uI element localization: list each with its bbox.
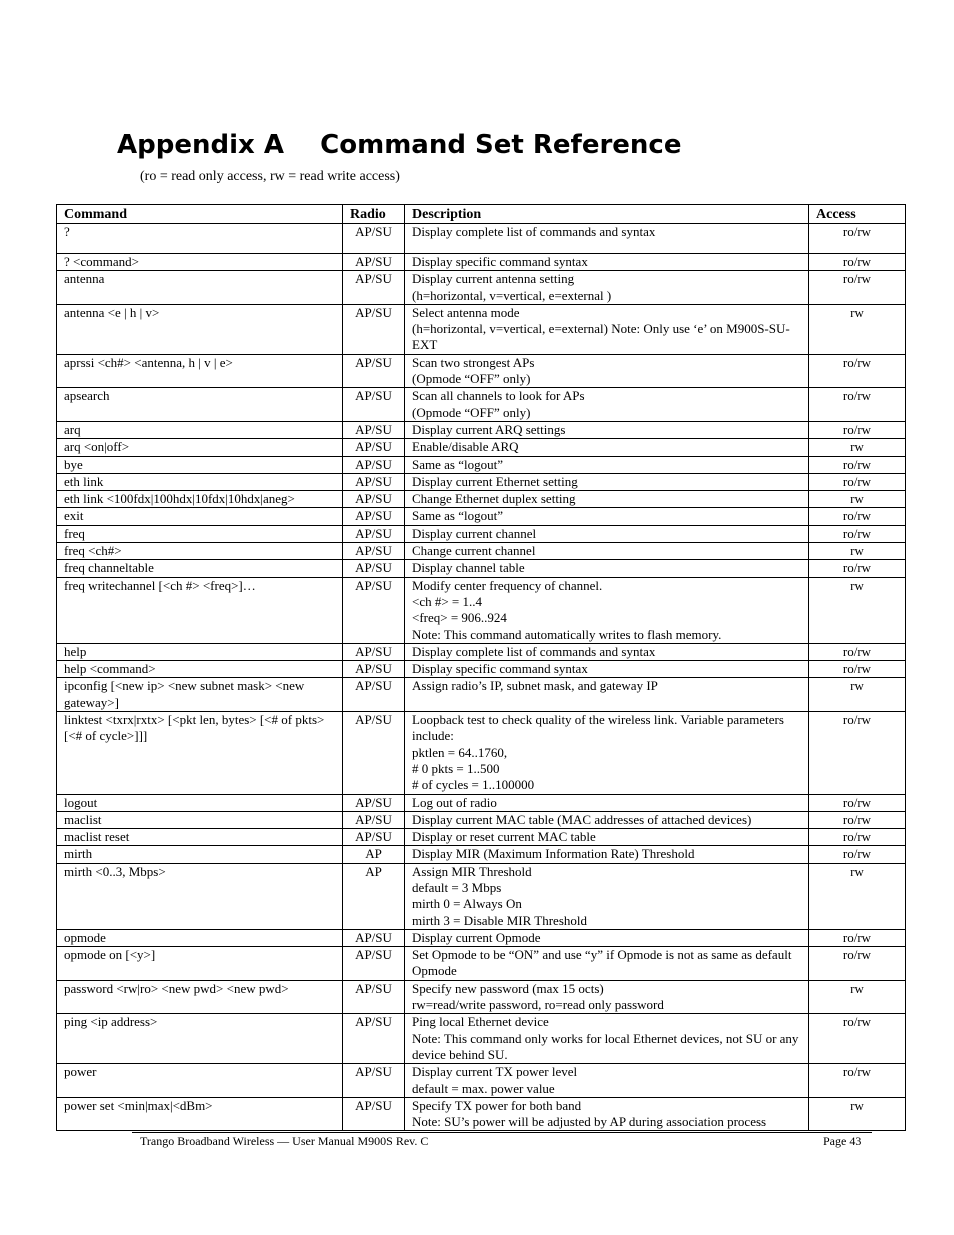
cell-radio-text: AP/SU <box>355 473 392 489</box>
cell-access-text: ro/rw <box>842 1014 872 1030</box>
cell-description-text: Assign radio’s IP, subnet mask, and gateway IP <box>412 678 658 694</box>
cell-access <box>809 271 906 305</box>
cell-radio <box>343 661 405 678</box>
cell-access <box>809 543 906 560</box>
cell-radio-text: AP/SU <box>355 439 392 455</box>
table-row <box>57 388 906 422</box>
cell-command-text: linktest <txrx|rxtx> [<pkt len, bytes> [<# of pkts> [<# of cycle>]]] <box>64 712 325 744</box>
cell-radio-text: AP/SU <box>355 543 392 559</box>
cell-description <box>405 254 809 271</box>
footer-rule <box>132 1132 872 1133</box>
table-row <box>57 577 906 643</box>
cell-radio <box>343 1064 405 1098</box>
cell-description <box>405 811 809 828</box>
cell-access <box>809 304 906 354</box>
cell-command-text: password <rw|ro> <new pwd> <new pwd> <box>64 980 289 996</box>
cell-radio-text: AP/SU <box>355 829 392 845</box>
cell-access-text: ro/rw <box>842 712 872 728</box>
table-row <box>57 1014 906 1064</box>
cell-command <box>57 439 343 456</box>
cell-command-text: ping <ip address> <box>64 1014 158 1030</box>
cell-command <box>57 304 343 354</box>
header-description: Description <box>405 205 809 224</box>
cell-radio <box>343 947 405 981</box>
cell-access-text: rw <box>850 491 864 507</box>
table-body <box>57 224 906 1131</box>
cell-radio <box>343 929 405 946</box>
cell-radio-text: AP/SU <box>355 947 392 963</box>
cell-radio <box>343 811 405 828</box>
cell-command-text: opmode <box>64 929 106 945</box>
cell-radio-text: AP/SU <box>355 1014 392 1030</box>
cell-access-text: rw <box>850 577 864 593</box>
cell-radio <box>343 421 405 438</box>
cell-command <box>57 1014 343 1064</box>
cell-command-text: power set <min|max|<dBm> <box>64 1097 213 1113</box>
cell-radio <box>343 254 405 271</box>
cell-description <box>405 929 809 946</box>
cell-radio-text: AP/SU <box>355 712 392 728</box>
table-row <box>57 811 906 828</box>
cell-command-text: help <command> <box>64 661 156 677</box>
cell-command <box>57 678 343 712</box>
cell-radio-text: AP <box>365 846 382 862</box>
cell-description <box>405 439 809 456</box>
cell-description <box>405 543 809 560</box>
cell-access <box>809 947 906 981</box>
cell-description-text: Scan all channels to look for APs (Opmode “OFF” only) <box>412 388 585 420</box>
cell-description-text: Change current channel <box>412 543 536 559</box>
cell-radio-text: AP/SU <box>355 643 392 659</box>
cell-command-text: logout <box>64 794 98 810</box>
cell-command <box>57 1097 343 1131</box>
cell-radio-text: AP/SU <box>355 491 392 507</box>
cell-description <box>405 712 809 794</box>
cell-command-text: mirth <0..3, Mbps> <box>64 863 166 879</box>
cell-radio-text: AP/SU <box>355 678 392 694</box>
cell-command <box>57 929 343 946</box>
table-row <box>57 491 906 508</box>
cell-radio <box>343 388 405 422</box>
cell-access <box>809 354 906 388</box>
cell-radio <box>343 794 405 811</box>
cell-access-text: rw <box>850 543 864 559</box>
cell-radio-text: AP/SU <box>355 456 392 472</box>
cell-command <box>57 224 343 254</box>
cell-access <box>809 829 906 846</box>
cell-radio <box>343 304 405 354</box>
cell-command <box>57 388 343 422</box>
cell-description <box>405 304 809 354</box>
cell-radio-text: AP/SU <box>355 525 392 541</box>
cell-description-text: Loopback test to check quality of the wireless link. Variable parameters include: pktlen = 64..1760, # 0 pkts = 1..500 # of cycles = 1..100000 <box>412 712 784 793</box>
cell-command <box>57 254 343 271</box>
cell-radio-text: AP/SU <box>355 354 392 370</box>
cell-command <box>57 947 343 981</box>
cell-access-text: ro/rw <box>842 508 872 524</box>
cell-description <box>405 388 809 422</box>
cell-access-text: ro/rw <box>842 254 872 269</box>
cell-radio-text: AP/SU <box>355 508 392 524</box>
cell-command-text: power <box>64 1064 97 1080</box>
cell-description-text: Assign MIR Threshold default = 3 Mbps mirth 0 = Always On mirth 3 = Disable MIR Threshold <box>412 863 587 928</box>
cell-description <box>405 354 809 388</box>
table-row <box>57 421 906 438</box>
cell-access-text: rw <box>850 863 864 879</box>
cell-command <box>57 577 343 643</box>
cell-access-text: ro/rw <box>842 525 872 541</box>
table-row <box>57 354 906 388</box>
cell-access <box>809 712 906 794</box>
cell-description-text: Display or reset current MAC table <box>412 829 596 845</box>
cell-radio <box>343 829 405 846</box>
cell-access <box>809 577 906 643</box>
cell-command <box>57 712 343 794</box>
cell-radio <box>343 846 405 863</box>
cell-access <box>809 456 906 473</box>
table-row <box>57 560 906 577</box>
cell-description-text: Display current channel <box>412 525 537 541</box>
cell-command-text: eth link <box>64 473 104 489</box>
header-access: Access <box>809 205 906 224</box>
cell-radio-text: AP/SU <box>355 1064 392 1080</box>
footer-title: Trango Broadband Wireless — User Manual M900S Rev. C <box>140 1134 429 1148</box>
cell-radio <box>343 456 405 473</box>
cell-radio <box>343 643 405 660</box>
cell-access <box>809 491 906 508</box>
cell-description <box>405 794 809 811</box>
table-row <box>57 980 906 1014</box>
table-row <box>57 846 906 863</box>
cell-access-text: rw <box>850 678 864 694</box>
cell-access-text: ro/rw <box>842 224 872 239</box>
cell-command-text: eth link <100fdx|100hdx|10fdx|10hdx|aneg> <box>64 491 295 507</box>
cell-access <box>809 678 906 712</box>
cell-access-text: ro/rw <box>842 846 872 862</box>
cell-access <box>809 661 906 678</box>
cell-access-text: ro/rw <box>842 947 872 963</box>
header-command: Command <box>57 205 343 224</box>
cell-command-text: arq <on|off> <box>64 439 130 455</box>
cell-command <box>57 643 343 660</box>
cell-command <box>57 846 343 863</box>
cell-access <box>809 525 906 542</box>
cell-description-text: Specify new password (max 15 octs) rw=read/write password, ro=read only password <box>412 980 664 1013</box>
cell-command-text: maclist reset <box>64 829 130 845</box>
cell-command <box>57 491 343 508</box>
cell-access <box>809 794 906 811</box>
cell-description <box>405 947 809 981</box>
cell-access <box>809 643 906 660</box>
cell-description <box>405 846 809 863</box>
cell-command-text: opmode on [<y>] <box>64 947 156 963</box>
cell-access-text: ro/rw <box>842 456 872 472</box>
cell-description <box>405 577 809 643</box>
cell-access <box>809 1064 906 1098</box>
cell-access-text: rw <box>850 439 864 455</box>
cell-description <box>405 980 809 1014</box>
cell-description-text: Specify TX power for both band Note: SU’s power will be adjusted by AP during association process <box>412 1097 767 1130</box>
cell-description-text: Display specific command syntax <box>412 661 588 677</box>
table-row <box>57 525 906 542</box>
cell-radio-text: AP/SU <box>355 980 392 996</box>
table-row <box>57 712 906 794</box>
table-row <box>57 643 906 660</box>
cell-access-text: ro/rw <box>842 473 872 489</box>
cell-description-text: Display current MAC table (MAC addresses of attached devices) <box>412 811 752 827</box>
table-row <box>57 678 906 712</box>
cell-access <box>809 388 906 422</box>
cell-command <box>57 829 343 846</box>
cell-command-text: antenna <box>64 271 105 287</box>
table-row <box>57 947 906 981</box>
cell-description <box>405 1064 809 1098</box>
cell-command-text: antenna <e | h | v> <box>64 304 160 320</box>
cell-access-text: ro/rw <box>842 643 872 659</box>
cell-access-text: ro/rw <box>842 271 872 287</box>
cell-description <box>405 271 809 305</box>
cell-description-text: Display complete list of commands and syntax <box>412 224 656 239</box>
cell-command <box>57 863 343 929</box>
cell-access-text: rw <box>850 304 864 320</box>
cell-command <box>57 421 343 438</box>
cell-access <box>809 811 906 828</box>
cell-radio-text: AP/SU <box>355 388 392 404</box>
cell-radio <box>343 439 405 456</box>
cell-radio-text: AP/SU <box>355 794 392 810</box>
cell-radio <box>343 577 405 643</box>
cell-access <box>809 421 906 438</box>
table-row <box>57 929 906 946</box>
cell-radio-text: AP/SU <box>355 421 392 437</box>
page-number: Page 43 <box>823 1134 862 1148</box>
cell-command-text: freq <box>64 525 85 541</box>
cell-description-text: Display channel table <box>412 560 525 576</box>
cell-command-text: mirth <box>64 846 93 862</box>
cell-access-text: rw <box>850 980 864 996</box>
cell-access <box>809 254 906 271</box>
cell-command-text: freq channeltable <box>64 560 154 576</box>
cell-radio <box>343 560 405 577</box>
cell-access <box>809 846 906 863</box>
cell-command-text: bye <box>64 456 83 472</box>
cell-description-text: Select antenna mode (h=horizontal, v=vertical, e=external) Note: Only use ‘e’ on M900S-SU-EXT <box>412 304 790 353</box>
cell-access <box>809 980 906 1014</box>
cell-description-text: Scan two strongest APs (Opmode “OFF” only) <box>412 354 535 387</box>
table-row <box>57 224 906 254</box>
cell-radio <box>343 508 405 525</box>
table-row <box>57 661 906 678</box>
cell-command <box>57 980 343 1014</box>
cell-radio <box>343 543 405 560</box>
cell-description-text: Change Ethernet duplex setting <box>412 491 576 507</box>
cell-description <box>405 863 809 929</box>
table-row <box>57 456 906 473</box>
cell-description-text: Display current ARQ settings <box>412 421 566 437</box>
table-row <box>57 794 906 811</box>
cell-radio-text: AP/SU <box>355 811 392 827</box>
page-title: Appendix A Command Set Reference <box>117 130 682 160</box>
cell-access-text: ro/rw <box>842 794 872 810</box>
cell-access <box>809 863 906 929</box>
cell-description-text: Enable/disable ARQ <box>412 439 519 455</box>
cell-description-text: Display current antenna setting (h=horizontal, v=vertical, e=external ) <box>412 271 612 303</box>
cell-radio-text: AP/SU <box>355 577 392 593</box>
cell-description-text: Display current Opmode <box>412 929 541 945</box>
cell-radio <box>343 271 405 305</box>
cell-description <box>405 643 809 660</box>
cell-radio <box>343 525 405 542</box>
cell-radio <box>343 473 405 490</box>
table-row <box>57 473 906 490</box>
cell-command-text: help <box>64 643 87 659</box>
cell-access <box>809 560 906 577</box>
cell-command-text: exit <box>64 508 84 524</box>
cell-access <box>809 508 906 525</box>
cell-description-text: Log out of radio <box>412 794 497 810</box>
table-row <box>57 508 906 525</box>
cell-command <box>57 456 343 473</box>
cell-command <box>57 1064 343 1098</box>
cell-access-text: ro/rw <box>842 421 872 437</box>
cell-radio-text: AP/SU <box>355 929 392 945</box>
cell-description <box>405 1014 809 1064</box>
cell-command-text: arq <box>64 421 81 437</box>
cell-radio-text: AP/SU <box>355 661 392 677</box>
cell-description <box>405 224 809 254</box>
table-row <box>57 543 906 560</box>
cell-access-text: ro/rw <box>842 1064 872 1080</box>
cell-description <box>405 456 809 473</box>
cell-access <box>809 929 906 946</box>
table-row <box>57 1097 906 1131</box>
cell-access-text: ro/rw <box>842 388 872 404</box>
cell-description-text: Display current TX power level default = max. power value <box>412 1064 578 1096</box>
cell-radio <box>343 712 405 794</box>
cell-command <box>57 473 343 490</box>
cell-radio <box>343 354 405 388</box>
cell-description-text: Modify center frequency of channel. <ch #> = 1..4 <freq> = 906..924 Note: This command automatically writes to flash memory. <box>412 577 722 642</box>
cell-radio <box>343 1014 405 1064</box>
table-row <box>57 829 906 846</box>
cell-radio-text: AP <box>365 863 382 879</box>
cell-description <box>405 491 809 508</box>
cell-description-text: Same as “logout” <box>412 508 503 524</box>
cell-description-text: Display MIR (Maximum Information Rate) Threshold <box>412 846 695 862</box>
cell-command-text: maclist <box>64 811 102 827</box>
cell-command <box>57 525 343 542</box>
cell-command <box>57 508 343 525</box>
table-header-row <box>57 205 906 224</box>
cell-access-text: ro/rw <box>842 929 872 945</box>
cell-command-text: aprssi <ch#> <antenna, h | v | e> <box>64 354 233 370</box>
table-row <box>57 304 906 354</box>
cell-radio <box>343 1097 405 1131</box>
cell-command <box>57 543 343 560</box>
cell-description <box>405 829 809 846</box>
table-row <box>57 254 906 271</box>
cell-radio <box>343 863 405 929</box>
cell-access <box>809 473 906 490</box>
cell-radio-text: AP/SU <box>355 1097 392 1113</box>
cell-access-text: ro/rw <box>842 560 872 576</box>
cell-radio-text: AP/SU <box>355 271 392 287</box>
cell-description-text: Display complete list of commands and syntax <box>412 643 656 659</box>
cell-access <box>809 1097 906 1131</box>
cell-command-text: ipconfig [<new ip> <new subnet mask> <new gateway>] <box>64 678 305 710</box>
cell-access <box>809 224 906 254</box>
cell-command <box>57 661 343 678</box>
cell-command <box>57 811 343 828</box>
cell-radio <box>343 980 405 1014</box>
cell-command <box>57 354 343 388</box>
cell-command <box>57 271 343 305</box>
cell-command-text: apsearch <box>64 388 110 404</box>
cell-description <box>405 1097 809 1131</box>
cell-description <box>405 661 809 678</box>
cell-radio <box>343 224 405 254</box>
cell-command-text: ? <box>64 224 70 239</box>
header-radio: Radio <box>343 205 405 224</box>
cell-radio-text: AP/SU <box>355 304 392 320</box>
table-row <box>57 439 906 456</box>
cell-access <box>809 1014 906 1064</box>
cell-description-text: Display current Ethernet setting <box>412 473 578 489</box>
cell-access <box>809 439 906 456</box>
access-legend: (ro = read only access, rw = read write access) <box>140 169 400 184</box>
cell-description-text: Ping local Ethernet device Note: This command only works for local Ethernet devices, not SU or any device behind SU. <box>412 1014 799 1062</box>
cell-description <box>405 560 809 577</box>
cell-command <box>57 560 343 577</box>
cell-command-text: freq writechannel [<ch #> <freq>]… <box>64 577 256 593</box>
table-row <box>57 271 906 305</box>
cell-radio-text: AP/SU <box>355 254 392 269</box>
cell-command <box>57 794 343 811</box>
cell-radio-text: AP/SU <box>355 560 392 576</box>
table-row <box>57 1064 906 1098</box>
cell-description-text: Set Opmode to be “ON” and use “y” if Opmode is not as same as default Opmode <box>412 947 792 979</box>
cell-access-text: ro/rw <box>842 661 872 677</box>
cell-description-text: Display specific command syntax <box>412 254 588 269</box>
cell-description <box>405 421 809 438</box>
cell-radio <box>343 678 405 712</box>
cell-access-text: ro/rw <box>842 829 872 845</box>
cell-command-text: ? <command> <box>64 254 139 269</box>
cell-access-text: ro/rw <box>842 811 872 827</box>
cell-radio-text: AP/SU <box>355 224 392 239</box>
cell-access-text: rw <box>850 1097 864 1113</box>
cell-description <box>405 525 809 542</box>
cell-description <box>405 678 809 712</box>
cell-radio <box>343 491 405 508</box>
cell-description <box>405 508 809 525</box>
table-row <box>57 863 906 929</box>
command-table <box>56 204 906 1131</box>
cell-description-text: Same as “logout” <box>412 456 503 472</box>
cell-access-text: ro/rw <box>842 354 872 370</box>
cell-description <box>405 473 809 490</box>
cell-command-text: freq <ch#> <box>64 543 122 559</box>
